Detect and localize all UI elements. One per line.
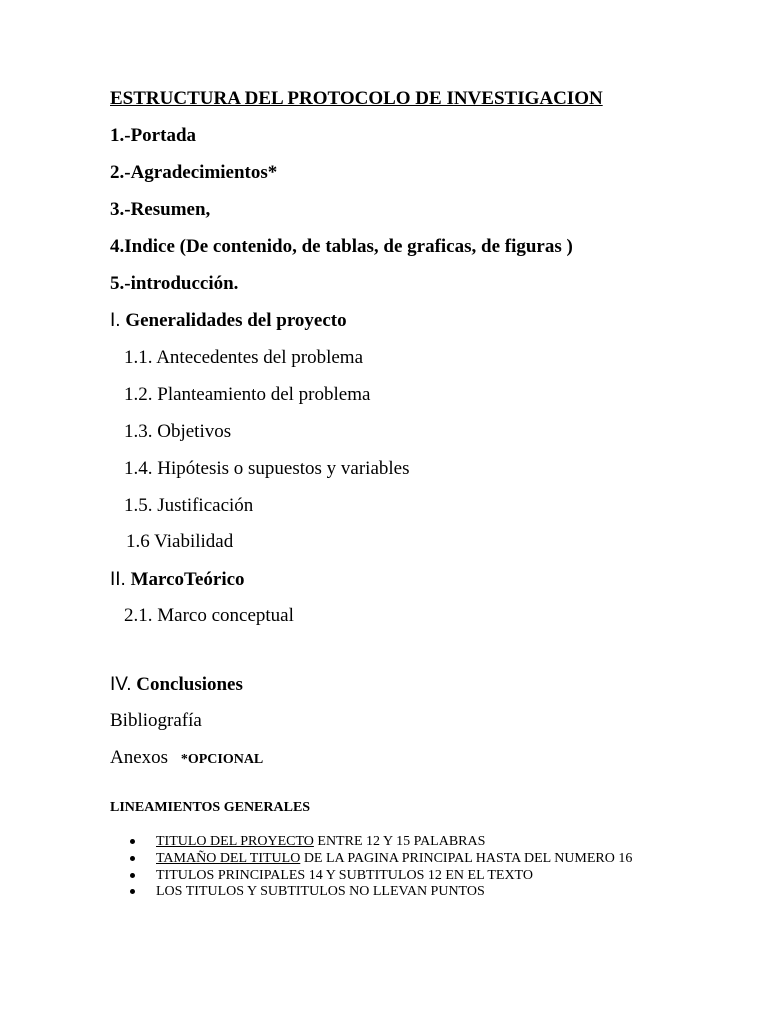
item-resumen: 3.-Resumen, [110, 199, 211, 220]
item-agradecimientos: 2.-Agradecimientos* [110, 162, 278, 183]
section-2-heading [110, 570, 245, 589]
bullet-underlined: TITULO DEL PROYECTO [156, 834, 314, 849]
bullet-icon [130, 873, 135, 878]
bibliografia: Bibliografía [110, 710, 202, 731]
item-portada: 1.-Portada [110, 125, 197, 146]
subsection-1-6: 1.6 Viabilidad [126, 531, 234, 552]
bullet-text: ENTRE 12 Y 15 PALABRAS [313, 834, 486, 849]
list-item [130, 851, 658, 868]
subsection-1-2: 1.2. Planteamiento del problema [124, 384, 371, 405]
bullet-text: DE LA PAGINA PRINCIPAL HASTA DEL NUMERO 16 [300, 850, 633, 866]
list-item [130, 884, 658, 901]
anexos: Anexos [110, 747, 169, 768]
item-indice: 4.Indice (De contenido, de tablas, de graficas, de figuras ) [110, 236, 573, 257]
subsection-2-1: 2.1. Marco conceptual [124, 605, 294, 626]
section-1-title: Generalidades del proyecto [125, 310, 347, 331]
bullet-text: LOS TITULOS Y SUBTITULOS NO LLEVAN PUNTOS [156, 884, 485, 900]
section-4-heading [110, 675, 243, 694]
bullet-icon [130, 839, 135, 844]
section-1-numeral: I. [110, 310, 121, 331]
subsection-1-4: 1.4. Hipótesis o supuestos y variables [124, 458, 410, 479]
anexos-note: *OPCIONAL [180, 752, 264, 767]
section-2-title: MarcoTeórico [130, 569, 245, 590]
section-1-heading [110, 311, 347, 330]
subsection-1-1: 1.1. Antecedentes del problema [124, 347, 364, 368]
lineamientos-heading: LINEAMIENTOS GENERALES [110, 800, 311, 815]
subsection-1-3: 1.3. Objetivos [124, 421, 232, 442]
section-4-title: Conclusiones [136, 674, 243, 695]
bullet-icon [130, 889, 135, 894]
anexos-line [110, 748, 263, 767]
lineamientos-list [130, 834, 658, 901]
list-item [130, 834, 658, 851]
item-introduccion: 5.-introducción. [110, 273, 239, 294]
bullet-icon [130, 856, 135, 861]
bullet-text: TITULOS PRINCIPALES 14 Y SUBTITULOS 12 EN EL TEXTO [156, 867, 533, 883]
list-item [130, 868, 658, 885]
bullet-underlined: TAMAÑO DEL TITULO [156, 850, 301, 866]
section-2-numeral: II. [110, 569, 126, 590]
section-4-numeral: IV. [110, 674, 132, 695]
subsection-1-5: 1.5. Justificación [124, 495, 254, 516]
document-title: ESTRUCTURA DEL PROTOCOLO DE INVESTIGACION [110, 88, 603, 109]
